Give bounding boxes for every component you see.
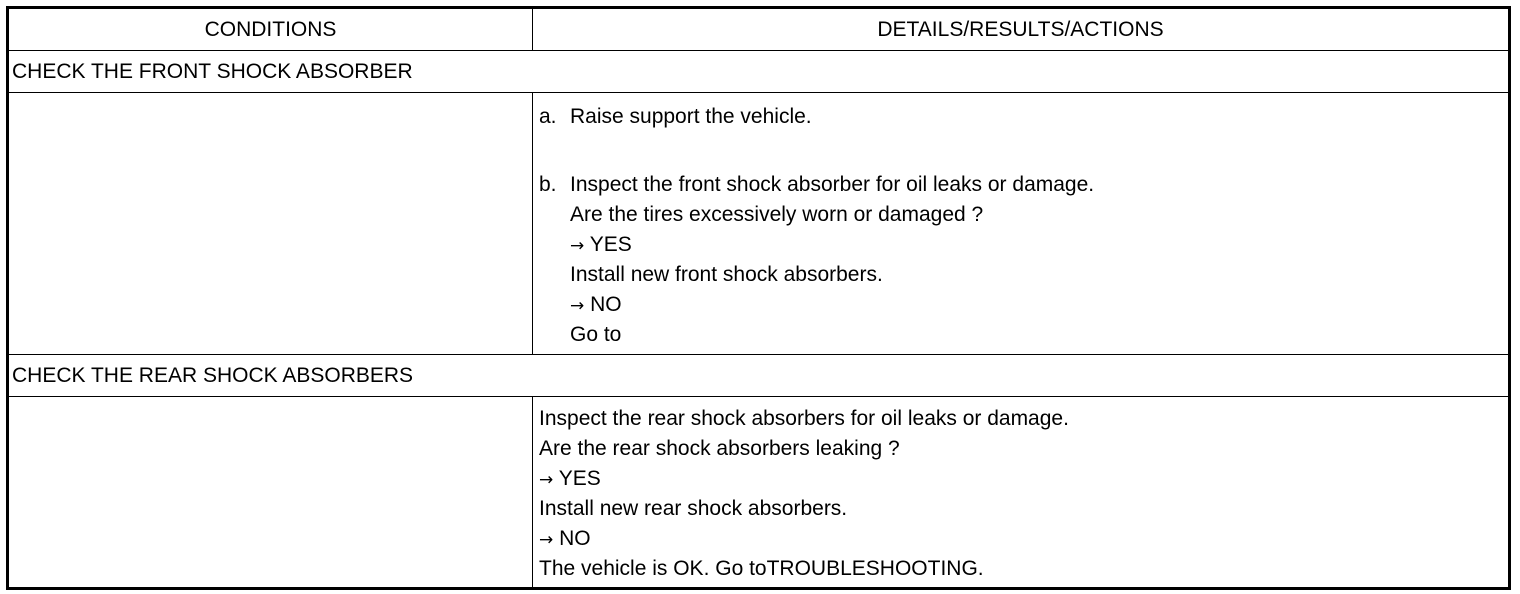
arrow-right-icon: → xyxy=(570,296,585,316)
step-b-question: Are the tires excessively worn or damaged ? xyxy=(570,203,984,226)
diagnostic-table xyxy=(6,6,1511,590)
arrow-right-icon: → xyxy=(539,470,554,490)
conditions-cell-rear xyxy=(9,397,533,587)
section-body-row-front xyxy=(9,93,1508,355)
no-label: NO xyxy=(559,527,591,550)
details-cell-front xyxy=(533,93,1508,354)
step-b-text: Inspect the front shock absorber for oil leaks or damage. xyxy=(570,173,1095,196)
table-header-row xyxy=(9,9,1508,51)
section-body-row-rear xyxy=(9,397,1508,587)
step-b-yes-action: Install new front shock absorbers. xyxy=(570,263,883,286)
step-b-no-action: Go to xyxy=(570,323,622,346)
conditions-cell-front xyxy=(9,93,533,354)
rear-yes-action: Install new rear shock absorbers. xyxy=(539,497,848,520)
arrow-right-icon: → xyxy=(570,236,585,256)
rear-yes xyxy=(539,464,601,495)
section-title-row-front xyxy=(9,51,1508,93)
step-a-text: Raise support the vehicle. xyxy=(570,105,812,128)
section-title-front: CHECK THE FRONT SHOCK ABSORBER xyxy=(12,59,413,83)
section-title-row-rear xyxy=(9,355,1508,397)
step-b-yes xyxy=(570,230,632,261)
step-b-marker: b. xyxy=(539,173,557,196)
step-a-marker: a. xyxy=(539,105,557,128)
details-cell-rear xyxy=(533,397,1508,587)
rear-question: Are the rear shock absorbers leaking ? xyxy=(539,437,900,460)
no-label: NO xyxy=(590,293,622,316)
step-b-no xyxy=(570,290,622,321)
rear-no xyxy=(539,524,591,555)
yes-label: YES xyxy=(558,467,601,490)
rear-no-action: The vehicle is OK. Go toTROUBLESHOOTING. xyxy=(539,557,984,580)
rear-text: Inspect the rear shock absorbers for oil leaks or damage. xyxy=(539,407,1069,430)
header-conditions: CONDITIONS xyxy=(9,9,533,50)
section-title-rear: CHECK THE REAR SHOCK ABSORBERS xyxy=(12,363,414,387)
header-details: DETAILS/RESULTS/ACTIONS xyxy=(877,17,1164,41)
arrow-right-icon: → xyxy=(539,530,554,550)
yes-label: YES xyxy=(589,233,632,256)
